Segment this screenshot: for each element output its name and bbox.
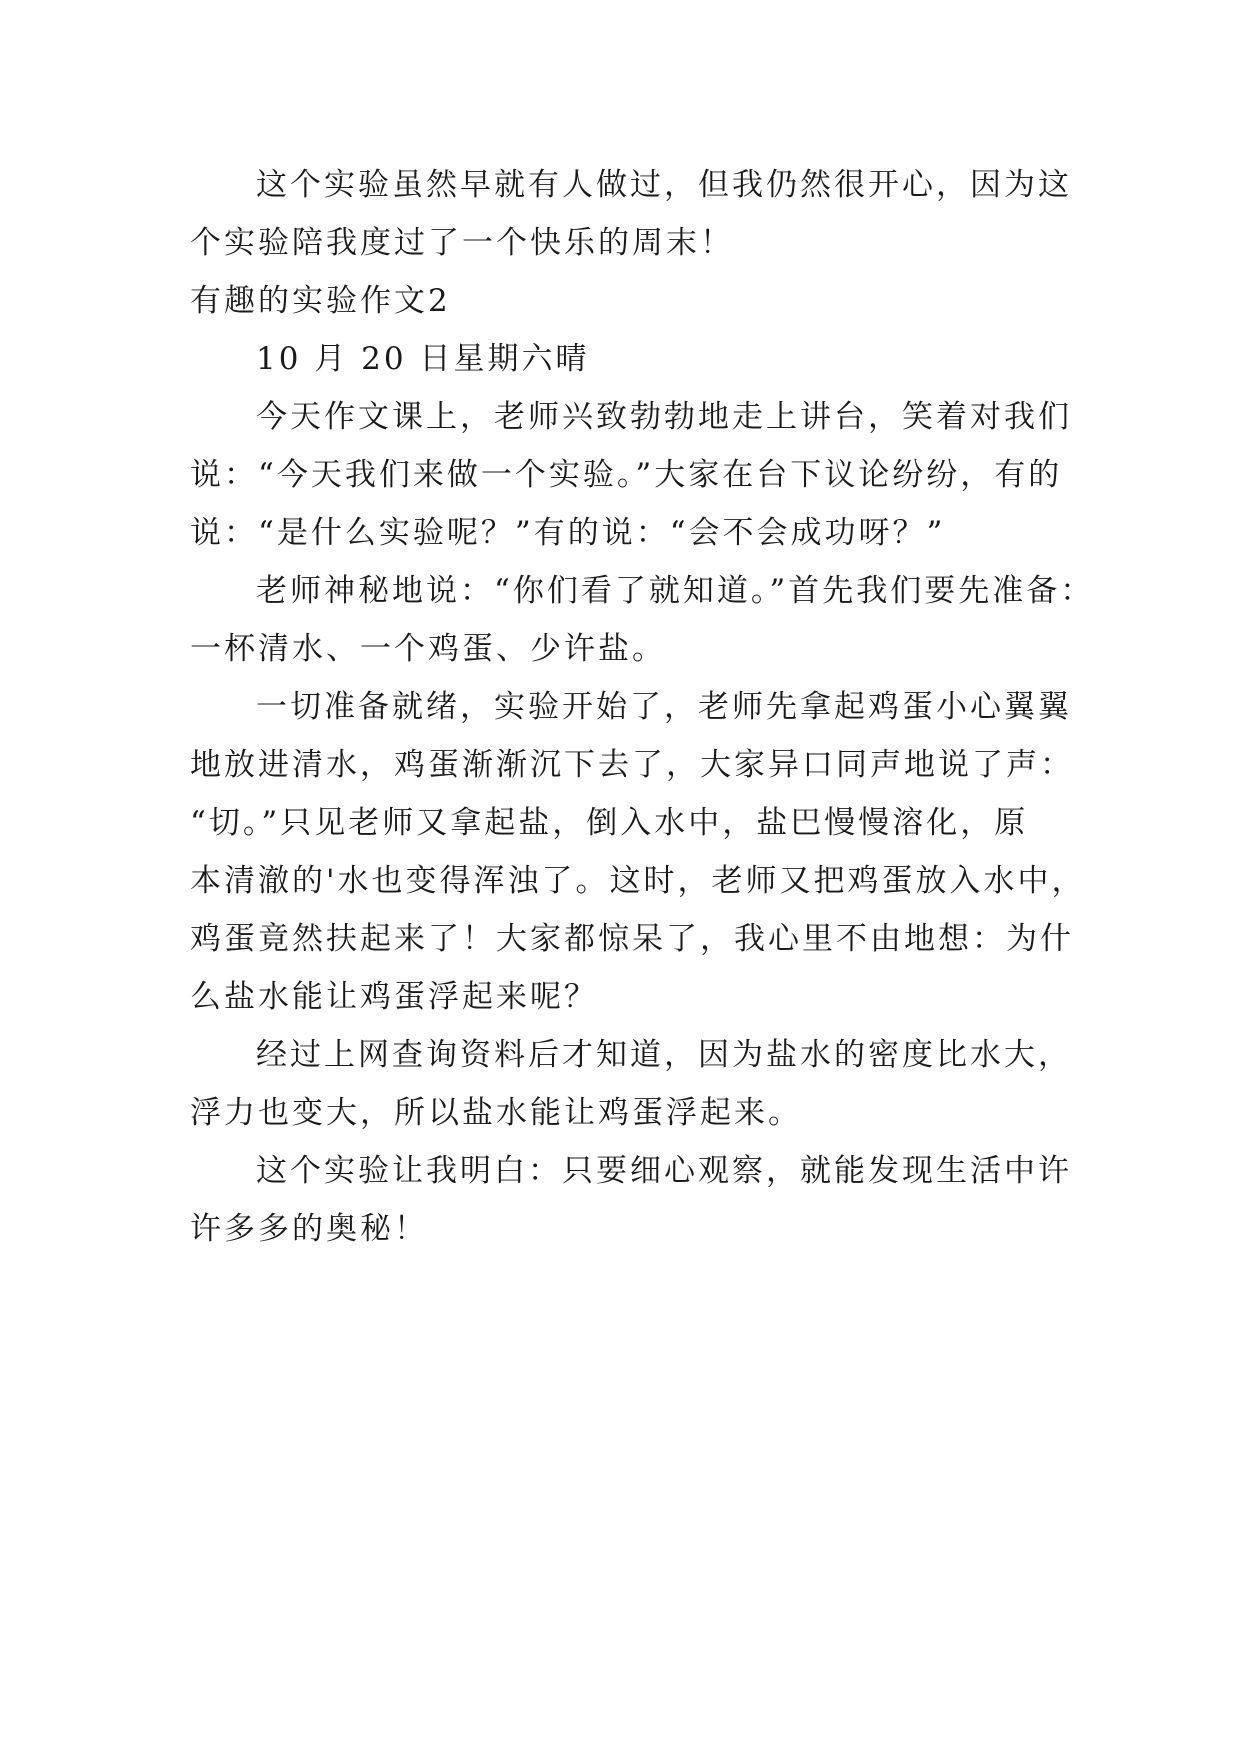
- paragraph-line: 个实验陪我度过了一个快乐的周末！: [190, 225, 734, 261]
- section-heading: 有趣的实验作文2: [190, 283, 451, 319]
- paragraph-line: 说：“是什么实验呢？”有的说：“会不会成功呀？”: [190, 515, 946, 551]
- paragraph-line: 这个实验虽然早就有人做过，但我仍然很开心，因为这: [256, 167, 1072, 203]
- paragraph-line: 今天作文课上，老师兴致勃勃地走上讲台，笑着对我们: [256, 399, 1072, 435]
- paragraph-line: 浮力也变大，所以盐水能让鸡蛋浮起来。: [190, 1095, 802, 1131]
- paragraph-line: 这个实验让我明白：只要细心观察，就能发现生活中许: [256, 1153, 1072, 1189]
- date-line: 10 月 20 日星期六晴: [256, 341, 590, 377]
- paragraph-line: 一杯清水、一个鸡蛋、少许盐。: [190, 631, 666, 667]
- paragraph-line: 本清澈的'水也变得浑浊了。这时，老师又把鸡蛋放入水中，: [190, 863, 1086, 899]
- paragraph-line: 许多多的奥秘！: [190, 1211, 428, 1247]
- paragraph-line: 说：“今天我们来做一个实验。”大家在台下议论纷纷，有的: [190, 457, 1063, 493]
- paragraph-line: 鸡蛋竟然扶起来了！大家都惊呆了，我心里不由地想：为什: [190, 921, 1074, 957]
- paragraph-line: 么盐水能让鸡蛋浮起来呢？: [190, 979, 598, 1015]
- paragraph-line: 经过上网查询资料后才知道，因为盐水的密度比水大，: [256, 1037, 1072, 1073]
- paragraph-line: 老师神秘地说：“你们看了就知道。”首先我们要先准备：: [256, 573, 1095, 609]
- paragraph-line: “切。”只见老师又拿起盐，倒入水中，盐巴慢慢溶化，原: [190, 805, 1029, 841]
- paragraph-line: 地放进清水，鸡蛋渐渐沉下去了，大家异口同声地说了声：: [190, 747, 1074, 783]
- paragraph-line: 一切准备就绪，实验开始了，老师先拿起鸡蛋小心翼翼: [256, 689, 1072, 725]
